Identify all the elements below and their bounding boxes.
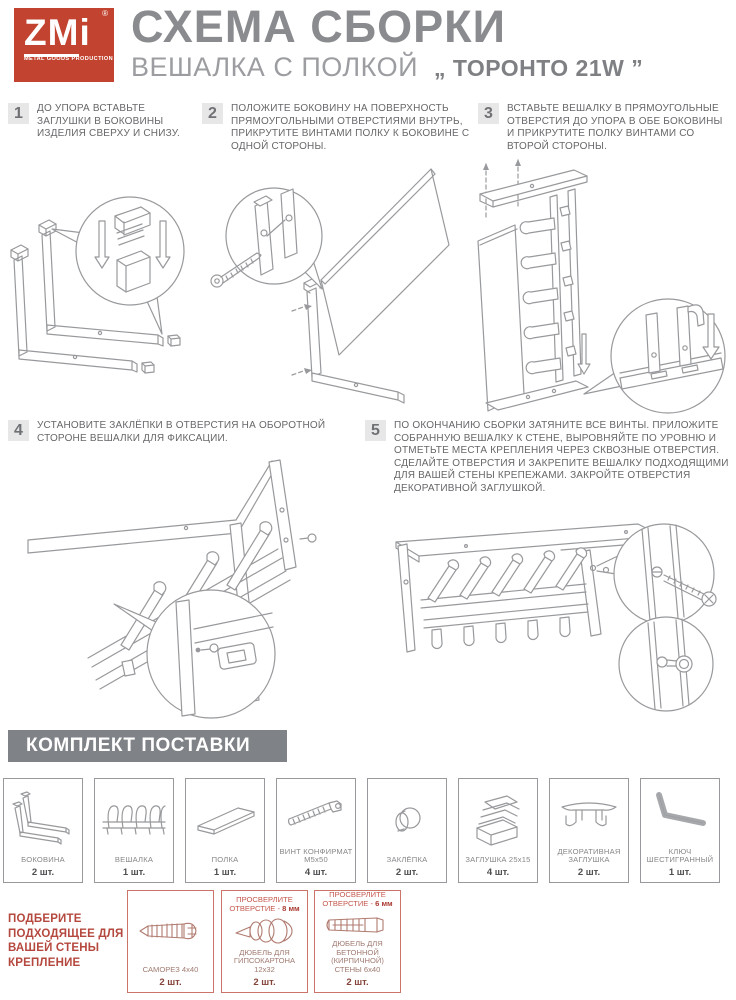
fastener-concrete-dowel-box: ПРОСВЕРЛИТЕ ОТВЕРСТИЕ - 6 мм ДЮБЕЛЬ ДЛЯ БЕТОННОЙ (КИРПИЧНОЙ) СТЕНЫ 6х40 2 шт. <box>314 890 401 993</box>
hex-key-icon <box>641 779 719 848</box>
fastener-drywall-anchor-box: ПРОСВЕРЛИТЕ ОТВЕРСТИЕ - 8 мм ДЮБЕЛЬ ДЛЯ ГИПСОКАРТОНА 12х32 2 шт. <box>221 890 308 993</box>
package-contents-header: КОМПЛЕКТ ПОСТАВКИ <box>8 730 287 762</box>
step-5 <box>365 420 733 495</box>
side-panel-icon <box>4 779 82 856</box>
part-hook-rail: ВЕШАЛКА 1 шт. <box>94 778 174 883</box>
part-side-panel: БОКОВИНА 2 шт. <box>3 778 83 883</box>
step-5-text: ПО ОКОНЧАНИЮ СБОРКИ ЗАТЯНИТЕ ВСЕ ВИНТЫ. ПРИЛОЖИТЕ СОБРАННУЮ ВЕШАЛКУ К СТЕНЕ, ВЫРОВНЯЙТЕ ПО УРОВНЮ И ОТМЕТЬТЕ МЕСТА КРЕПЛЕНИЯ ЧЕРЕЗ СКВОЗНЫЕ ОТВЕРСТИЯ. СДЕЛАЙТЕ ОТВЕРСТИЯ И ЗАКРЕПИТЕ ВЕШАЛКУ ПОДХОДЯЩИМИ ДЛЯ ВАШЕЙ СТЕНЫ КРЕПЕЖАМИ. ЗАКРОЙТЕ ОТВЕРСТИЯ ДЕКОРАТИВНОЙ ЗАГЛУШКОЙ. <box>394 420 729 494</box>
product-type: ВЕШАЛКА С ПОЛКОЙ <box>131 52 418 82</box>
part-decorative-plug: ДЕКОРАТИВНАЯ ЗАГЛУШКА 2 шт. <box>549 778 629 883</box>
step-4-diagram <box>26 452 358 720</box>
concrete-dowel-icon <box>317 908 398 940</box>
product-model: „ ТОРОНТО 21W ” <box>434 55 644 81</box>
wall-mounting-drawing <box>376 502 734 738</box>
drill-note: ПРОСВЕРЛИТЕ ОТВЕРСТИЕ - 6 мм <box>322 889 393 908</box>
step-2-text: ПОЛОЖИТЕ БОКОВИНУ НА ПОВЕРХНОСТЬ ПРЯМОУГОЛЬНЫМИ ОТВЕРСТИЯМИ ВНУТРЬ, ПРИКРУТИТЕ ВИНТАМИ ПОЛКУ К БОКОВИНЕ С ОДНОЙ СТОРОНЫ. <box>231 103 470 152</box>
shelf-attachment-drawing <box>200 163 475 415</box>
step-4-number: 4 <box>8 420 29 441</box>
step-2-number: 2 <box>202 103 223 124</box>
part-shelf: ПОЛКА 1 шт. <box>185 778 265 883</box>
logo-zm: ZM <box>24 12 79 57</box>
zmi-logo-text <box>24 9 108 53</box>
decorative-plug-icon <box>550 779 628 848</box>
wood-screw-icon <box>130 895 211 966</box>
logo-i: i <box>79 12 90 53</box>
rivet-fixing-drawing <box>26 452 358 720</box>
side-panels-plugs-drawing <box>0 163 195 415</box>
page-title: СХЕМА СБОРКИ <box>131 1 506 52</box>
step-1-diagram <box>0 163 195 415</box>
fastener-screw-box: САМОРЕЗ 4х40 2 шт. <box>127 890 214 993</box>
registered-mark: ® <box>102 9 108 18</box>
step-1-number: 1 <box>8 103 29 124</box>
zmi-logo <box>14 8 114 82</box>
step-3-number: 3 <box>478 103 499 124</box>
step-1 <box>8 103 190 141</box>
logo-tagline: METAL GOODS PRODUCTION <box>24 56 114 62</box>
step-3 <box>478 103 732 153</box>
rivet-icon <box>368 779 446 856</box>
shelf-icon <box>186 779 264 856</box>
step-1-text: ДО УПОРА ВСТАВЬТЕ ЗАГЛУШКИ В БОКОВИНЫ ИЗДЕЛИЯ СВЕРХУ И СНИЗУ. <box>37 103 180 139</box>
part-hex-key: КЛЮЧ ШЕСТИГРАННЫЙ 1 шт. <box>640 778 720 883</box>
package-contents-list <box>3 778 733 883</box>
part-rivet: ЗАКЛЁПКА 2 шт. <box>367 778 447 883</box>
hook-shapes <box>520 206 576 374</box>
step-5-diagram <box>376 502 734 738</box>
hook-rail-icon <box>95 779 173 856</box>
wall-fastener-note: ПОДБЕРИТЕ ПОДХОДЯЩЕЕ ДЛЯ ВАШЕЙ СТЕНЫ КРЕПЛЕНИЕ <box>8 913 124 969</box>
step-4-text: УСТАНОВИТЕ ЗАКЛЁПКИ В ОТВЕРСТИЯ НА ОБОРОТНОЙ СТОРОНЕ ВЕШАЛКИ ДЛЯ ФИКСАЦИИ. <box>37 420 326 444</box>
step-2-diagram <box>200 163 475 415</box>
part-confirmat-screw: ВИНТ КОНФИРМАТ М5х50 4 шт. <box>276 778 356 883</box>
step-3-text: ВСТАВЬТЕ ВЕШАЛКУ В ПРЯМОУГОЛЬНЫЕ ОТВЕРСТИЯ ДО УПОРА В ОБЕ БОКОВИНЫ И ПРИКРУТИТЕ ПОЛКУ ВИНТАМИ СО ВТОРОЙ СТОРОНЫ. <box>507 103 723 152</box>
step-2 <box>202 103 470 153</box>
step-3-diagram <box>470 156 736 418</box>
page-subtitle <box>131 52 643 83</box>
step-4 <box>8 420 360 445</box>
hanger-insert-drawing <box>470 156 736 418</box>
header-title-block <box>131 1 644 83</box>
drill-note: ПРОСВЕРЛИТЕ ОТВЕРСТИЕ - 8 мм <box>229 894 300 913</box>
drywall-anchor-icon <box>224 913 305 949</box>
plug-icon <box>459 779 537 856</box>
step-5-number: 5 <box>365 420 386 441</box>
confirmat-screw-icon <box>277 779 355 848</box>
hook-shapes <box>428 548 587 649</box>
part-plug: ЗАГЛУШКА 25х15 4 шт. <box>458 778 538 883</box>
